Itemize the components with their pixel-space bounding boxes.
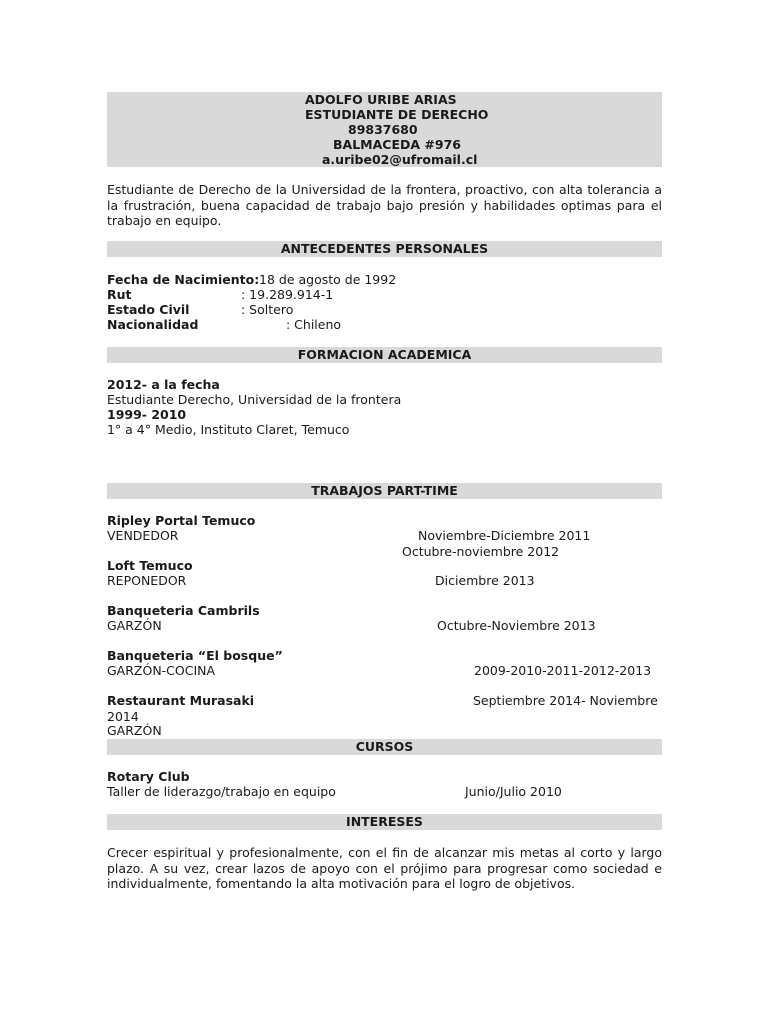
job-role: GARZÓN bbox=[107, 618, 162, 633]
candidate-phone: 89837680 bbox=[348, 122, 418, 137]
birth-label: Fecha de Nacimiento: bbox=[107, 272, 260, 287]
job-employer: Loft Temuco bbox=[107, 558, 193, 573]
candidate-email: a.uribe02@ufromail.cl bbox=[322, 152, 478, 167]
header-box bbox=[107, 92, 662, 167]
job-employer: Ripley Portal Temuco bbox=[107, 513, 256, 528]
academic-period: 2012- a la fecha bbox=[107, 377, 220, 392]
job-employer: Banqueteria “El bosque” bbox=[107, 648, 283, 663]
civil-status-label: Estado Civil bbox=[107, 302, 190, 317]
job-dates: Diciembre 2013 bbox=[435, 573, 535, 588]
section-heading-personal: ANTECEDENTES PERSONALES bbox=[107, 241, 662, 257]
section-heading-interests: INTERESES bbox=[107, 814, 662, 830]
civil-status-value: : Soltero bbox=[241, 302, 294, 317]
academic-description: 1° a 4° Medio, Instituto Claret, Temuco bbox=[107, 422, 350, 437]
interests-paragraph: Crecer espiritual y profesionalmente, con el fin de alcanzar mis metas al corto y largo plazo. A su vez, crear lazos de apoyo con el prójimo para progresar como sociedad e individualmente, fomentando la alta motivación para el logro de objetivos. bbox=[107, 845, 662, 891]
course-organization: Rotary Club bbox=[107, 769, 190, 784]
job-dates: Octubre-Noviembre 2013 bbox=[437, 618, 596, 633]
nationality-value: : Chileno bbox=[286, 317, 342, 332]
job-role: VENDEDOR bbox=[107, 528, 179, 543]
job-employer: Restaurant Murasaki bbox=[107, 693, 255, 708]
summary-paragraph: Estudiante de Derecho de la Universidad de la frontera, proactivo, con alta tolerancia a la frustración, buena capacidad de trabajo bajo presión y habilidades optimas para el trabajo en equipo. bbox=[107, 182, 662, 228]
section-heading-academic: FORMACION ACADEMICA bbox=[107, 347, 662, 363]
birth-value: 18 de agosto de 1992 bbox=[259, 272, 397, 287]
candidate-title: ESTUDIANTE DE DERECHO bbox=[305, 107, 489, 122]
nationality-label: Nacionalidad bbox=[107, 317, 199, 332]
rut-label: Rut bbox=[107, 287, 132, 302]
job-employer: Banqueteria Cambrils bbox=[107, 603, 260, 618]
candidate-address: BALMACEDA #976 bbox=[333, 137, 461, 152]
job-dates-continued: 2014 bbox=[107, 709, 139, 724]
section-heading-jobs: TRABAJOS PART-TIME bbox=[107, 483, 662, 499]
candidate-name: ADOLFO URIBE ARIAS bbox=[305, 92, 457, 107]
academic-period: 1999- 2010 bbox=[107, 407, 187, 422]
academic-description: Estudiante Derecho, Universidad de la frontera bbox=[107, 392, 402, 407]
rut-value: : 19.289.914-1 bbox=[241, 287, 334, 302]
course-dates: Junio/Julio 2010 bbox=[465, 784, 562, 799]
job-dates: Septiembre 2014- Noviembre bbox=[473, 693, 658, 708]
job-dates: 2009-2010-2011-2012-2013 bbox=[474, 663, 652, 678]
job-role: GARZÓN-COCINA bbox=[107, 663, 216, 678]
job-role: REPONEDOR bbox=[107, 573, 187, 588]
job-role: GARZÓN bbox=[107, 723, 162, 738]
job-dates: Octubre-noviembre 2012 bbox=[402, 544, 560, 559]
job-dates: Noviembre-Diciembre 2011 bbox=[418, 528, 591, 543]
course-description: Taller de liderazgo/trabajo en equipo bbox=[107, 784, 336, 799]
section-heading-courses: CURSOS bbox=[107, 739, 662, 755]
